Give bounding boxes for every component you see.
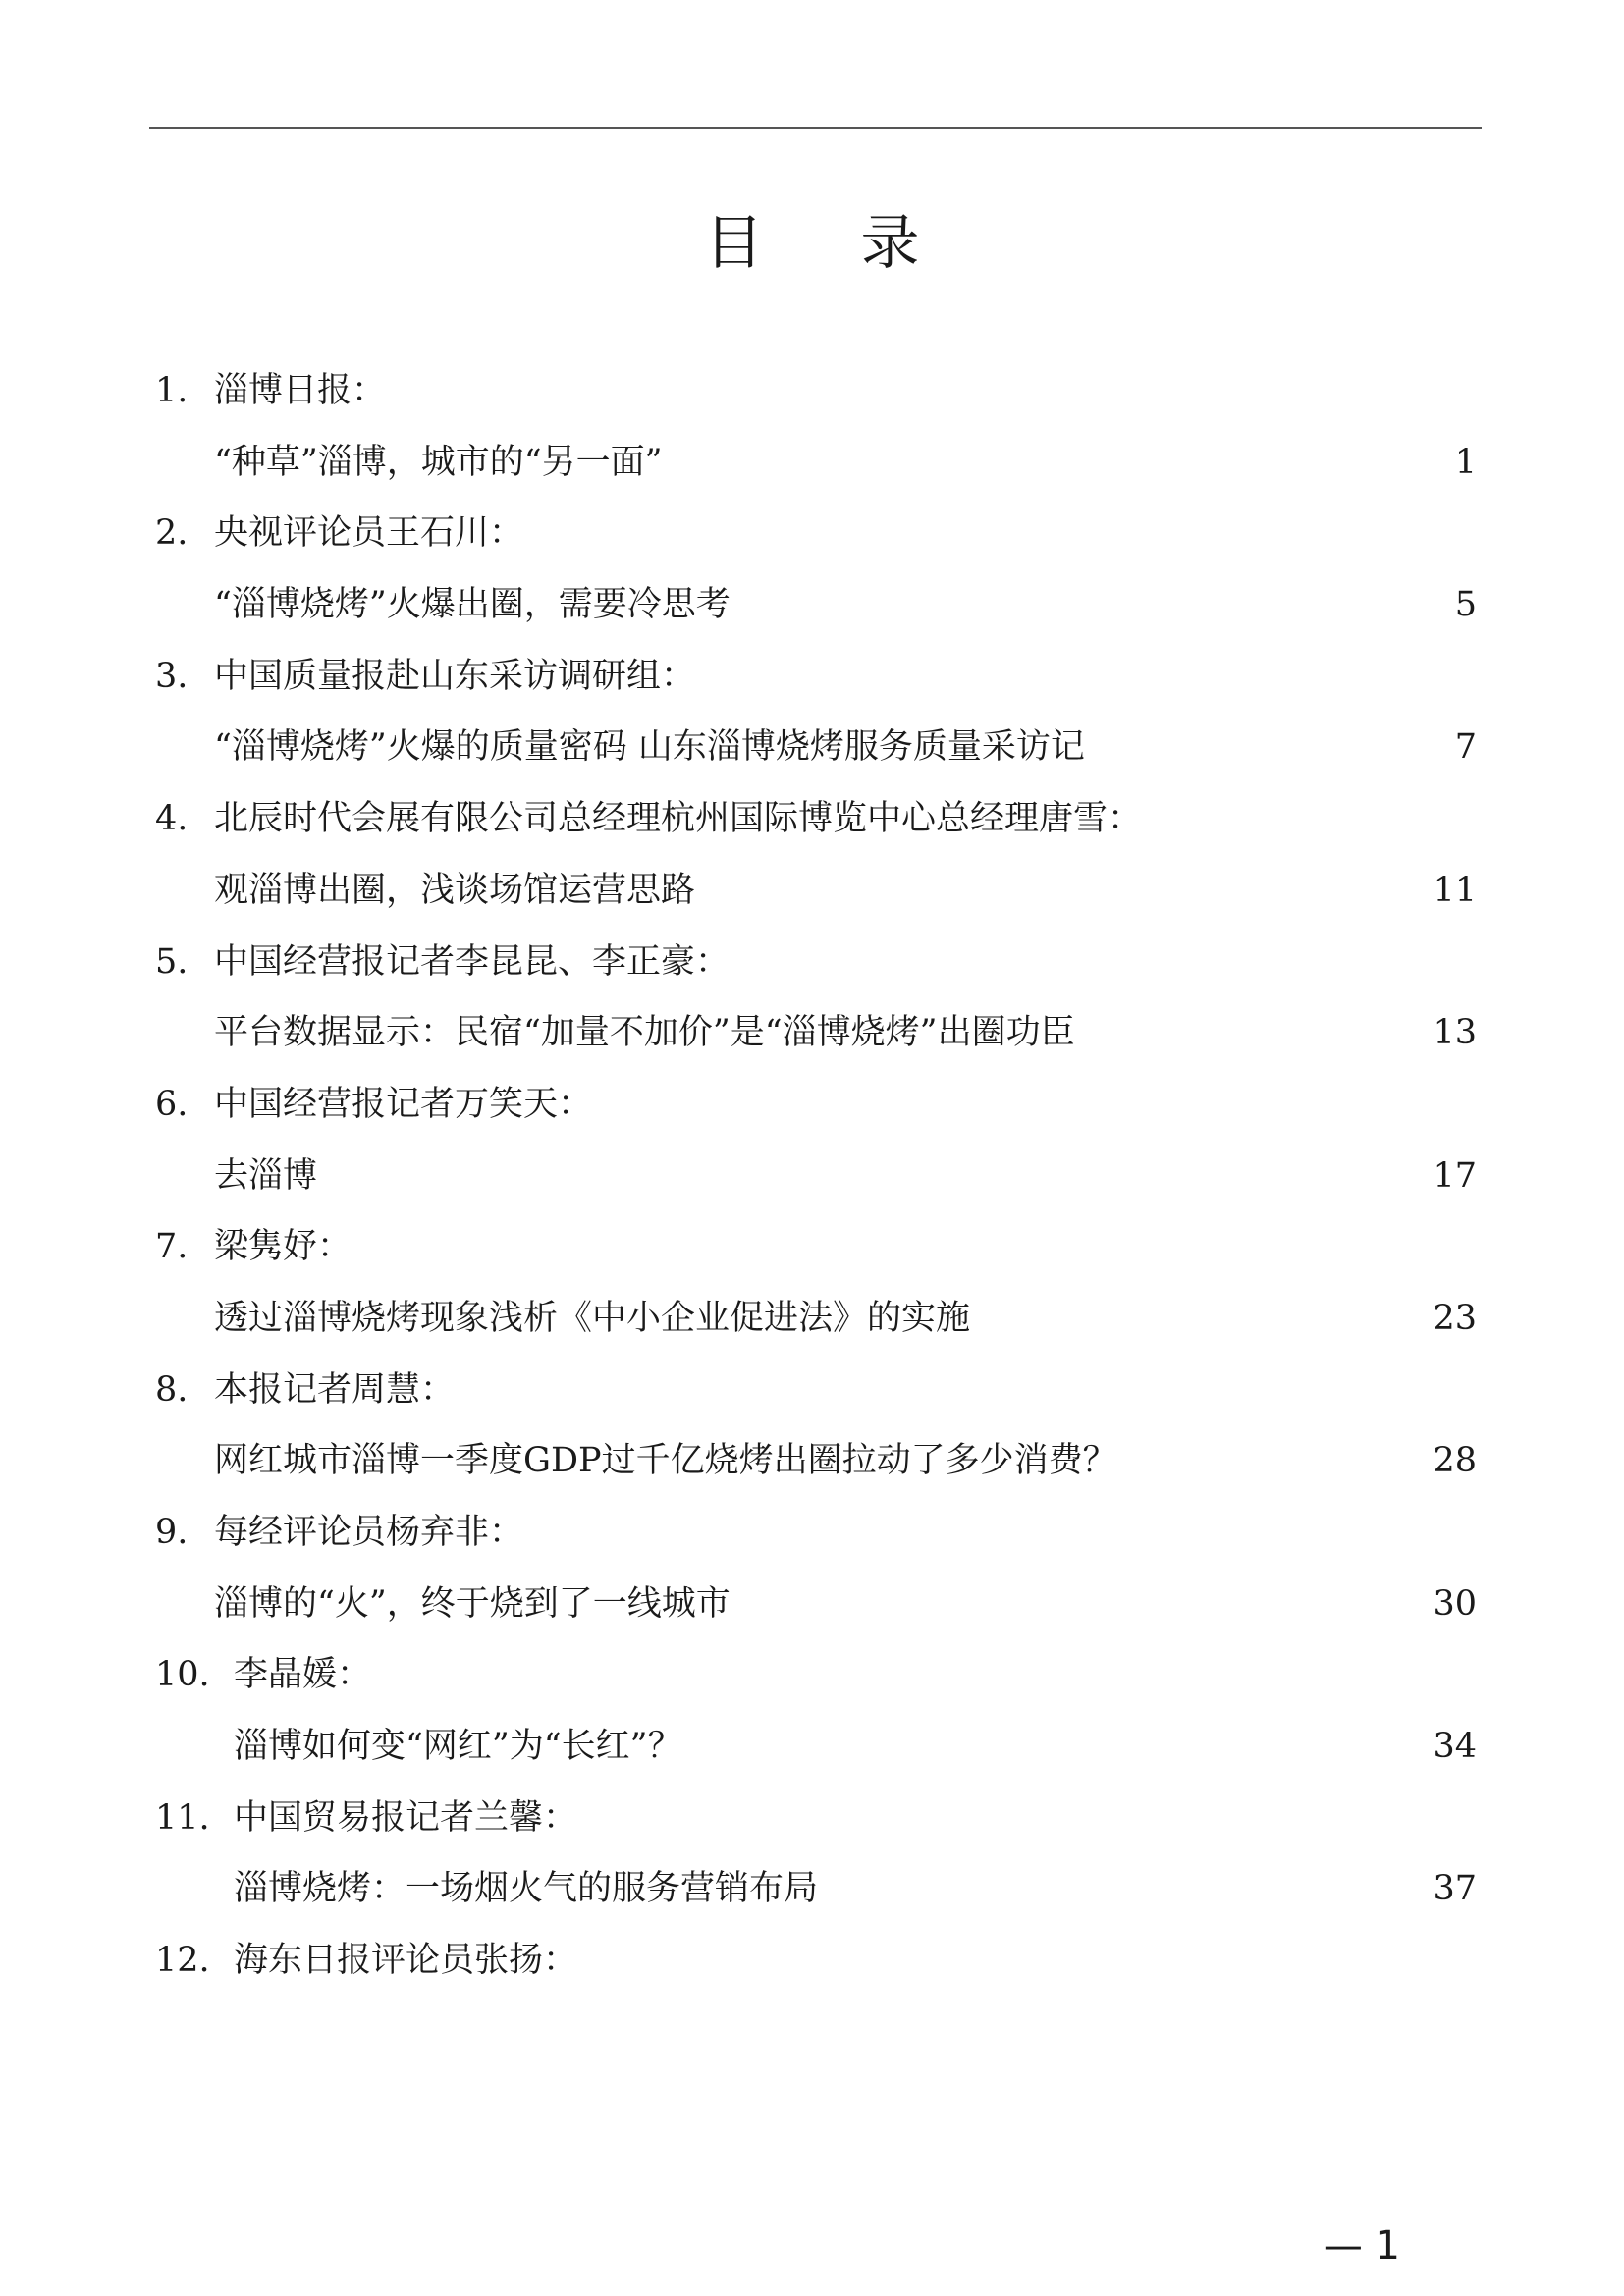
toc-article-line[interactable] [0, 855, 1624, 927]
toc-entry-11[interactable] [0, 1783, 1624, 1925]
toc-entry-12[interactable] [0, 1925, 1624, 1997]
toc-author: 中国经营报记者万笑天： [214, 1084, 593, 1124]
toc-article-line[interactable] [0, 712, 1624, 783]
toc-page-number: 5 [1454, 585, 1477, 625]
toc-number: 7. [155, 1227, 189, 1267]
toc-article-line[interactable] [0, 1569, 1624, 1640]
toc-page-number: 7 [1454, 727, 1477, 768]
toc-page-number: 30 [1433, 1583, 1477, 1624]
toc-number: 10. [155, 1655, 210, 1695]
toc-entry-3[interactable] [0, 641, 1624, 783]
toc-entry-8[interactable] [0, 1355, 1624, 1497]
toc-article-line[interactable] [0, 997, 1624, 1069]
toc-author: 央视评论员王石川： [214, 513, 524, 554]
toc-article-title[interactable]: 去淄博 [214, 1155, 318, 1196]
toc-author-line [0, 1497, 1624, 1569]
page-title: 目 录 [704, 209, 959, 278]
toc-author: 李晶媛： [234, 1655, 372, 1695]
toc-author-line [0, 1069, 1624, 1141]
toc-entry-4[interactable] [0, 783, 1624, 926]
toc-page-number: 11 [1433, 870, 1477, 910]
toc-page-number: 37 [1433, 1869, 1477, 1909]
toc-article-title[interactable]: 淄博的“火”，终于烧到了一线城市 [214, 1583, 731, 1624]
toc-entry-6[interactable] [0, 1069, 1624, 1211]
toc-article-title[interactable]: “淄博烧烤”火爆的质量密码 山东淄博烧烤服务质量采访记 [214, 727, 1085, 768]
toc-number: 1. [155, 371, 189, 410]
table-of-contents [0, 355, 1624, 1997]
toc-author: 中国质量报赴山东采访调研组： [214, 656, 696, 696]
toc-article-line[interactable] [0, 427, 1624, 499]
toc-number: 9. [155, 1513, 189, 1552]
toc-page-number: 13 [1433, 1013, 1477, 1053]
toc-number: 11. [155, 1797, 210, 1838]
toc-page-number: 28 [1433, 1441, 1477, 1481]
toc-article-title[interactable]: 平台数据显示：民宿“加量不加价”是“淄博烧烤”出圈功臣 [214, 1013, 1075, 1053]
toc-author: 每经评论员杨弃非： [214, 1513, 524, 1552]
toc-article-line[interactable] [0, 569, 1624, 641]
page-footer-number: — 1 [1323, 2223, 1400, 2269]
toc-article-line[interactable] [0, 1283, 1624, 1355]
toc-number: 12. [155, 1941, 210, 1981]
toc-number: 8. [155, 1369, 189, 1410]
toc-entry-1[interactable] [0, 355, 1624, 498]
toc-number: 5. [155, 941, 189, 982]
toc-entry-10[interactable] [0, 1639, 1624, 1782]
toc-author-line [0, 1639, 1624, 1711]
toc-author-line [0, 927, 1624, 998]
toc-article-title[interactable]: 淄博烧烤：一场烟火气的服务营销布局 [234, 1869, 819, 1909]
toc-author-line [0, 498, 1624, 569]
toc-author: 梁隽妤： [214, 1227, 352, 1267]
toc-number: 6. [155, 1084, 189, 1124]
toc-number: 3. [155, 656, 189, 696]
toc-article-title[interactable]: “淄博烧烤”火爆出圈，需要冷思考 [214, 585, 731, 625]
toc-author: 中国贸易报记者兰馨： [234, 1797, 578, 1838]
toc-author-line [0, 1355, 1624, 1426]
toc-page-number: 34 [1433, 1727, 1477, 1767]
header-rule [149, 127, 1482, 129]
toc-author-line [0, 1925, 1624, 1997]
toc-article-title[interactable]: 网红城市淄博一季度GDP过千亿烧烤出圈拉动了多少消费？ [214, 1441, 1117, 1481]
toc-author: 北辰时代会展有限公司总经理杭州国际博览中心总经理唐雪： [214, 799, 1143, 839]
toc-author-line [0, 783, 1624, 855]
toc-article-title[interactable]: “种草”淄博，城市的“另一面” [214, 442, 663, 482]
toc-article-line[interactable] [0, 1425, 1624, 1497]
toc-entry-5[interactable] [0, 927, 1624, 1069]
toc-number: 4. [155, 799, 189, 839]
toc-article-title[interactable]: 观淄博出圈，浅谈场馆运营思路 [214, 870, 696, 910]
toc-author-line [0, 355, 1624, 427]
toc-article-title[interactable]: 淄博如何变“网红”为“长红”？ [234, 1727, 682, 1767]
toc-entry-9[interactable] [0, 1497, 1624, 1639]
toc-entry-7[interactable] [0, 1211, 1624, 1354]
toc-number: 2. [155, 513, 189, 554]
toc-author: 本报记者周慧： [214, 1369, 456, 1410]
toc-article-title[interactable]: 透过淄博烧烤现象浅析《中小企业促进法》的实施 [214, 1298, 971, 1338]
toc-article-line[interactable] [0, 1853, 1624, 1925]
toc-page-number: 23 [1433, 1298, 1477, 1338]
toc-author-line [0, 1783, 1624, 1854]
toc-author-line [0, 1211, 1624, 1283]
toc-author-line [0, 641, 1624, 713]
toc-article-line[interactable] [0, 1711, 1624, 1783]
toc-author: 海东日报评论员张扬： [234, 1941, 578, 1981]
toc-article-line[interactable] [0, 1141, 1624, 1212]
toc-page-number: 17 [1433, 1155, 1477, 1196]
toc-author: 淄博日报： [214, 371, 387, 410]
toc-entry-2[interactable] [0, 498, 1624, 640]
toc-author: 中国经营报记者李昆昆、李正豪： [214, 941, 731, 982]
toc-page-number: 1 [1454, 442, 1477, 482]
